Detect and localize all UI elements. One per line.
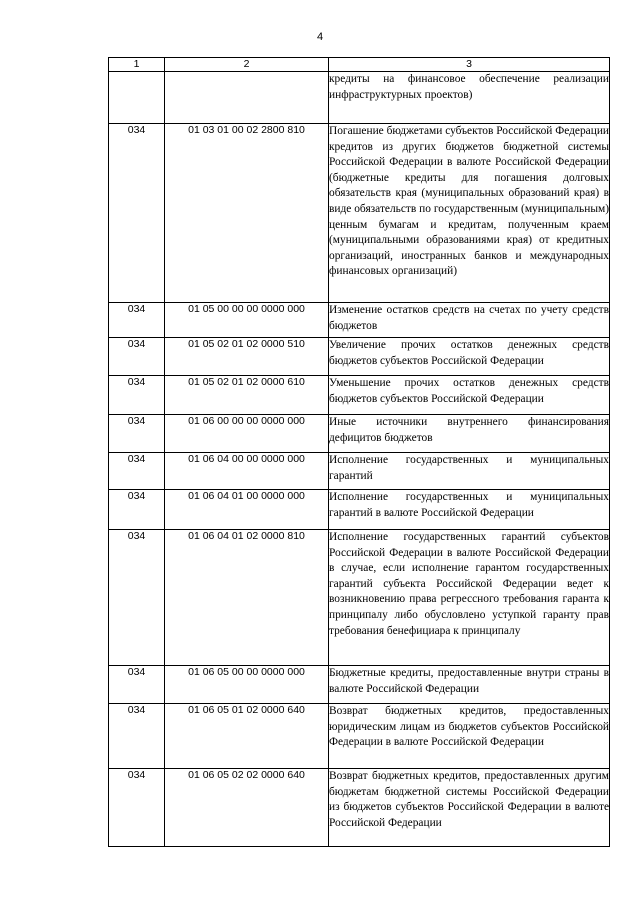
budget-code-cell: 01 06 05 00 00 0000 000 [165,666,329,704]
budget-sources-table [108,57,610,847]
admin-code-cell: 034 [109,338,165,376]
admin-code-cell [109,72,165,124]
admin-code-cell: 034 [109,769,165,847]
table-row [109,72,610,124]
budget-code-cell: 01 05 02 01 02 0000 610 [165,376,329,415]
description-cell: Увеличение прочих остатков денежных средств бюджетов субъектов Российской Федерации [329,338,610,376]
table-row [109,376,610,415]
description-cell: Возврат бюджетных кредитов, предоставленных юридическим лицам из бюджетов субъектов Российской Федерации в валюте Российской Федерации [329,704,610,769]
budget-code-cell: 01 06 04 00 00 0000 000 [165,453,329,490]
admin-code-cell: 034 [109,303,165,338]
table-row [109,303,610,338]
table-row [109,704,610,769]
header-column-3: 3 [329,58,610,72]
table-row [109,769,610,847]
page-number: 4 [316,31,324,43]
budget-code-cell [165,72,329,124]
table-row [109,415,610,453]
table-row [109,124,610,303]
header-column-1: 1 [109,58,165,72]
admin-code-cell: 034 [109,415,165,453]
description-cell: Исполнение государственных и муниципальных гарантий в валюте Российской Федерации [329,490,610,530]
description-cell: Исполнение государственных гарантий субъектов Российской Федерации в валюте Российской Федерации в случае, если исполнение гарантом государственных гарантий субъекта Российской Федерации ведет к возникновению права регрессного требования гаранта к принципалу либо обусловлено уступкой гаранту прав требования бенефициара к принципалу [329,530,610,666]
budget-code-cell: 01 06 04 01 00 0000 000 [165,490,329,530]
description-cell: Уменьшение прочих остатков денежных средств бюджетов субъектов Российской Федерации [329,376,610,415]
table-row [109,530,610,666]
budget-code-cell: 01 06 04 01 02 0000 810 [165,530,329,666]
budget-code-cell: 01 06 05 01 02 0000 640 [165,704,329,769]
table-row [109,666,610,704]
budget-code-cell: 01 03 01 00 02 2800 810 [165,124,329,303]
table-row [109,453,610,490]
admin-code-cell: 034 [109,704,165,769]
description-cell: Возврат бюджетных кредитов, предоставленных другим бюджетам бюджетной системы Российской Федерации из бюджетов субъектов Российской Федерации в валюте Российской Федерации [329,769,610,847]
budget-code-cell: 01 05 00 00 00 0000 000 [165,303,329,338]
admin-code-cell: 034 [109,530,165,666]
description-cell: кредиты на финансовое обеспечение реализации инфраструктурных проектов) [329,72,610,124]
admin-code-cell: 034 [109,376,165,415]
admin-code-cell: 034 [109,490,165,530]
table-row [109,490,610,530]
description-cell: Иные источники внутреннего финансирования дефицитов бюджетов [329,415,610,453]
admin-code-cell: 034 [109,124,165,303]
budget-code-cell: 01 06 00 00 00 0000 000 [165,415,329,453]
admin-code-cell: 034 [109,453,165,490]
description-cell: Погашение бюджетами субъектов Российской Федерации кредитов из других бюджетов бюджетной системы Российской Федерации в валюте Российской Федерации (бюджетные кредиты для погашения долговых обязательств края (муниципальных образований края) в виде обязательств по государственным (муниципальным) ценным бумагам и кредитам, полученным краем (муниципальными образованиями края) от кредитных организаций, иностранных банков и международных финансовых организаций) [329,124,610,303]
budget-code-cell: 01 06 05 02 02 0000 640 [165,769,329,847]
table-header-row [109,58,610,72]
admin-code-cell: 034 [109,666,165,704]
budget-code-cell: 01 05 02 01 02 0000 510 [165,338,329,376]
description-cell: Исполнение государственных и муниципальных гарантий [329,453,610,490]
table-row [109,338,610,376]
description-cell: Изменение остатков средств на счетах по учету средств бюджетов [329,303,610,338]
description-cell: Бюджетные кредиты, предоставленные внутри страны в валюте Российской Федерации [329,666,610,704]
header-column-2: 2 [165,58,329,72]
